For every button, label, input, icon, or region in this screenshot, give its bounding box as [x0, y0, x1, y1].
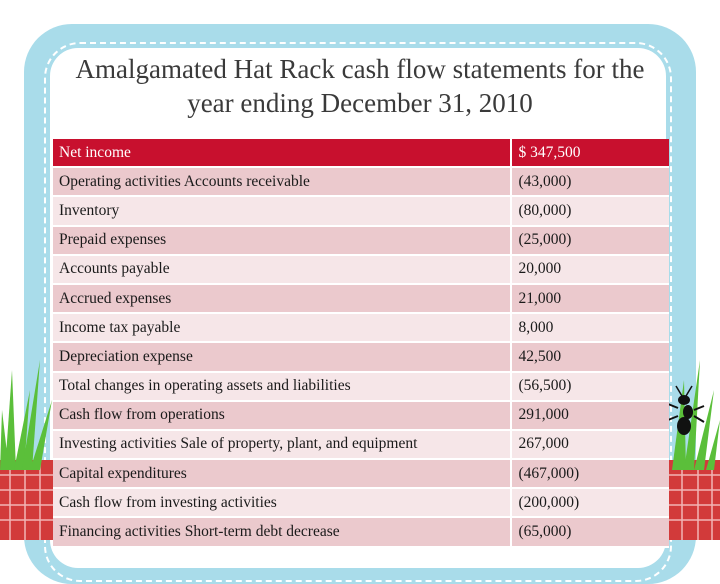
row-value: 8,000: [512, 314, 669, 343]
table-row: [53, 431, 669, 460]
table-row: [53, 518, 669, 547]
table-row: [53, 460, 669, 489]
grass-right-decoration: [664, 360, 720, 540]
row-value: (467,000): [512, 460, 669, 489]
row-value: (200,000): [512, 489, 669, 518]
table-row: [53, 402, 669, 431]
table-row: [53, 343, 669, 372]
row-label: Investing activities Sale of property, plant, and equipment: [53, 431, 512, 460]
row-label: Depreciation expense: [53, 343, 512, 372]
row-label: Accrued expenses: [53, 285, 512, 314]
row-value: (80,000): [512, 197, 669, 226]
row-value: (56,500): [512, 373, 669, 402]
row-value: 291,000: [512, 402, 669, 431]
page-title: Amalgamated Hat Rack cash flow statements for the year ending December 31, 2010: [75, 54, 645, 118]
table-row: [53, 256, 669, 285]
row-label: Prepaid expenses: [53, 227, 512, 256]
table-row: [53, 227, 669, 256]
table-row: [53, 489, 669, 518]
row-value: $ 347,500: [512, 139, 669, 168]
row-label: Financing activities Short-term debt decrease: [53, 518, 512, 547]
table-row: [53, 285, 669, 314]
row-label: Net income: [53, 139, 512, 168]
row-label: Income tax payable: [53, 314, 512, 343]
table-row: [53, 373, 669, 402]
row-label: Accounts payable: [53, 256, 512, 285]
row-value: 21,000: [512, 285, 669, 314]
ant-icon: [668, 386, 704, 435]
table-row: [53, 139, 669, 168]
row-label: Cash flow from investing activities: [53, 489, 512, 518]
table-row: [53, 197, 669, 226]
grass-left-decoration: [0, 360, 60, 540]
row-value: 267,000: [512, 431, 669, 460]
row-label: Operating activities Accounts receivable: [53, 168, 512, 197]
row-value: 42,500: [512, 343, 669, 372]
table-row: [53, 168, 669, 197]
row-label: Capital expenditures: [53, 460, 512, 489]
cash-flow-table: [53, 139, 669, 548]
row-label: Inventory: [53, 197, 512, 226]
row-label: Cash flow from operations: [53, 402, 512, 431]
row-label: Total changes in operating assets and liabilities: [53, 373, 512, 402]
row-value: (43,000): [512, 168, 669, 197]
row-value: (65,000): [512, 518, 669, 547]
table-row: [53, 314, 669, 343]
row-value: 20,000: [512, 256, 669, 285]
row-value: (25,000): [512, 227, 669, 256]
